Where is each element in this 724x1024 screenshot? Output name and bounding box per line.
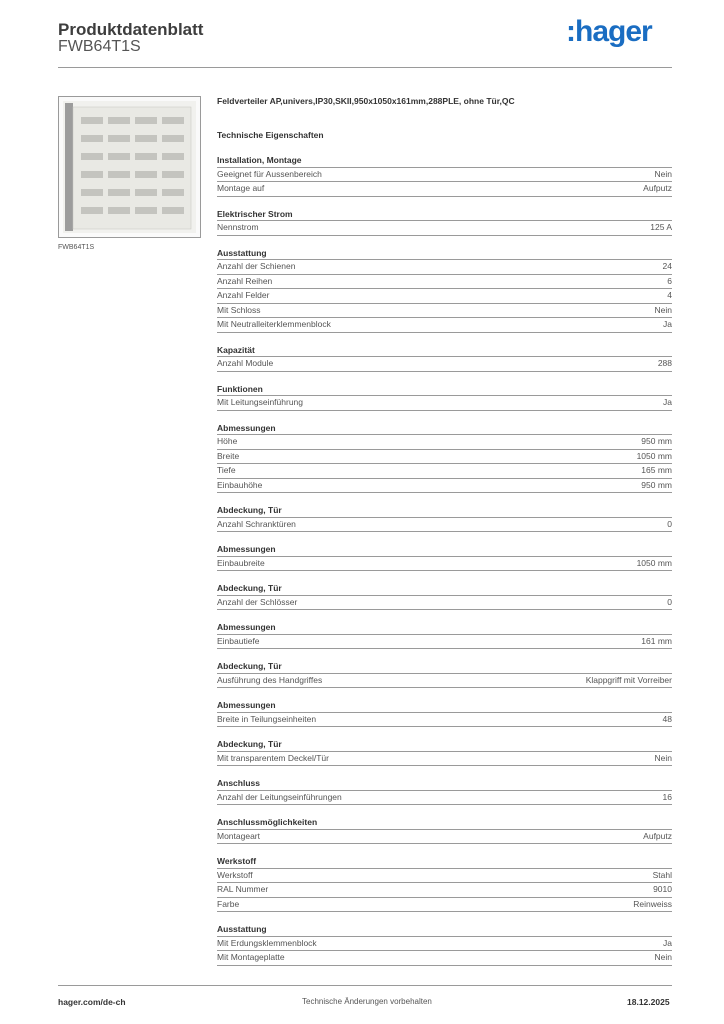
page-title: Produktdatenblatt (58, 20, 204, 39)
section-title: Abdeckung, Tür (217, 659, 672, 674)
header-divider (58, 67, 672, 68)
spec-row (217, 752, 672, 767)
spec-section (217, 153, 672, 197)
spec-label: Geeignet für Aussenbereich (217, 168, 322, 179)
spec-label: Mit Schloss (217, 304, 261, 315)
spec-label: Mit Neutralleiterklemmenblock (217, 319, 331, 329)
spec-label: Anzahl der Schienen (217, 261, 296, 271)
product-image (58, 96, 201, 238)
spec-row (217, 713, 672, 728)
spec-label: Höhe (217, 436, 238, 446)
cover-slot (162, 207, 184, 214)
section-title: Ausstattung (217, 246, 672, 261)
spec-row (217, 883, 672, 898)
cover-slot (135, 135, 157, 142)
spec-value: 16 (662, 791, 672, 802)
spec-label: Mit Leitungseinführung (217, 397, 304, 407)
spec-label: Farbe (217, 898, 240, 909)
spec-section (217, 382, 672, 411)
spec-value: 9010 (653, 884, 672, 894)
spec-value: 1050 mm (636, 450, 672, 461)
spec-label: Montageart (217, 830, 260, 841)
spec-label: Anzahl Module (217, 358, 274, 368)
spec-row (217, 275, 672, 290)
spec-value: Nein (654, 168, 672, 179)
spec-row (217, 289, 672, 304)
cover-slot (81, 207, 103, 214)
spec-section (217, 737, 672, 766)
spec-row (217, 357, 672, 372)
spec-value: Nein (654, 952, 672, 962)
section-title: Elektrischer Strom (217, 207, 672, 222)
section-title: Abdeckung, Tür (217, 503, 672, 518)
spec-value: 125 A (650, 222, 672, 232)
product-description: Feldverteiler AP,univers,IP30,SKII,950x1050x161mm,288PLE, ohne Tür,QC (217, 96, 515, 106)
spec-label: Werkstoff (217, 869, 253, 880)
spec-row (217, 791, 672, 806)
spec-row (217, 304, 672, 319)
cover-slot (81, 171, 103, 178)
spec-value: 1050 mm (636, 557, 672, 568)
cover-slot (81, 153, 103, 160)
spec-section (217, 542, 672, 571)
spec-value: 950 mm (641, 436, 672, 446)
section-title: Abdeckung, Tür (217, 581, 672, 596)
spec-row (217, 830, 672, 845)
spec-table (217, 153, 672, 976)
spec-row (217, 260, 672, 275)
spec-value: 288 (657, 358, 672, 368)
spec-section (217, 246, 672, 333)
spec-value: 4 (667, 290, 672, 300)
spec-section (217, 581, 672, 610)
cover-slot (162, 189, 184, 196)
spec-section (217, 421, 672, 494)
cover-slot (81, 189, 103, 196)
spec-label: Ausführung des Handgriffes (217, 674, 323, 685)
footer-disclaimer: Technische Änderungen vorbehalten (302, 997, 432, 1006)
spec-row (217, 479, 672, 494)
cover-slot (162, 117, 184, 124)
cover-slot (108, 117, 130, 124)
spec-label: Anzahl der Leitungseinführungen (217, 791, 342, 802)
spec-value: Nein (654, 752, 672, 763)
spec-label: Einbaubreite (217, 557, 265, 568)
spec-row (217, 951, 672, 966)
section-title: Abmessungen (217, 421, 672, 436)
spec-label: Anzahl Reihen (217, 275, 273, 286)
spec-label: Montage auf (217, 183, 265, 193)
spec-value: 24 (662, 261, 672, 271)
spec-value: 6 (667, 275, 672, 286)
spec-value: 165 mm (641, 465, 672, 475)
spec-value: 0 (667, 596, 672, 607)
cover-slot (108, 171, 130, 178)
spec-value: 0 (667, 518, 672, 529)
footer-date: 18.12.2025 (627, 997, 670, 1007)
spec-value: Nein (654, 304, 672, 315)
cover-slot (81, 117, 103, 124)
spec-label: Nennstrom (217, 222, 259, 232)
spec-row (217, 937, 672, 952)
spec-value: Ja (663, 937, 672, 948)
spec-value: Ja (663, 319, 672, 329)
spec-section (217, 854, 672, 912)
spec-label: Einbautiefe (217, 635, 260, 646)
spec-value: Aufputz (643, 830, 672, 841)
section-title: Anschluss (217, 776, 672, 791)
spec-row (217, 464, 672, 479)
cover-slot (135, 207, 157, 214)
tech-heading: Technische Eigenschaften (217, 130, 324, 140)
section-title: Abmessungen (217, 620, 672, 635)
spec-section (217, 207, 672, 236)
spec-label: Anzahl Felder (217, 290, 270, 300)
spec-row (217, 182, 672, 197)
spec-value: 161 mm (641, 635, 672, 646)
product-code: FWB64T1S (58, 38, 141, 55)
spec-value: Reinweiss (633, 898, 672, 909)
spec-section (217, 776, 672, 805)
spec-label: Einbauhöhe (217, 479, 263, 490)
footer-divider (58, 985, 672, 986)
cover-slot (108, 153, 130, 160)
hager-logo (566, 15, 652, 49)
section-title: Installation, Montage (217, 153, 672, 168)
spec-value: Ja (663, 397, 672, 407)
spec-section (217, 698, 672, 727)
cover-slot (108, 135, 130, 142)
spec-value: Stahl (652, 869, 672, 880)
spec-label: Tiefe (217, 465, 236, 475)
spec-value: 950 mm (641, 479, 672, 490)
spec-row (217, 596, 672, 611)
image-caption: FWB64T1S (58, 244, 95, 251)
section-title: Werkstoff (217, 854, 672, 869)
spec-row (217, 518, 672, 533)
spec-value: Aufputz (643, 183, 672, 193)
spec-row (217, 635, 672, 650)
spec-section (217, 922, 672, 966)
spec-row (217, 557, 672, 572)
section-title: Abmessungen (217, 542, 672, 557)
spec-label: Anzahl der Schlösser (217, 596, 298, 607)
spec-row (217, 869, 672, 884)
section-title: Abdeckung, Tür (217, 737, 672, 752)
spec-row (217, 396, 672, 411)
spec-label: Breite in Teilungseinheiten (217, 713, 317, 724)
spec-row (217, 221, 672, 236)
section-title: Anschlussmöglichkeiten (217, 815, 672, 830)
spec-section (217, 659, 672, 688)
cover-slot (108, 189, 130, 196)
spec-row (217, 450, 672, 465)
cover-slot (162, 135, 184, 142)
section-title: Kapazität (217, 343, 672, 358)
logo-text: :hager (566, 15, 652, 48)
section-title: Ausstattung (217, 922, 672, 937)
cover-slot (135, 171, 157, 178)
cover-slot (108, 207, 130, 214)
cover-slot (135, 117, 157, 124)
footer-website[interactable]: hager.com/de-ch (58, 997, 126, 1007)
spec-value: Klappgriff mit Vorreiber (585, 674, 672, 685)
cover-slot (135, 189, 157, 196)
cover-slot (162, 153, 184, 160)
section-title: Funktionen (217, 382, 672, 397)
spec-label: Anzahl Schranktüren (217, 518, 296, 529)
spec-label: RAL Nummer (217, 884, 269, 894)
spec-value: 48 (662, 713, 672, 724)
section-title: Abmessungen (217, 698, 672, 713)
spec-row (217, 168, 672, 183)
spec-label: Mit Erdungsklemmenblock (217, 937, 317, 948)
spec-section (217, 503, 672, 532)
spec-label: Mit Montageplatte (217, 952, 285, 962)
spec-label: Breite (217, 450, 240, 461)
spec-section (217, 620, 672, 649)
spec-row (217, 318, 672, 333)
spec-row (217, 898, 672, 913)
spec-label: Mit transparentem Deckel/Tür (217, 752, 329, 763)
cover-slot (162, 171, 184, 178)
spec-section (217, 815, 672, 844)
spec-section (217, 343, 672, 372)
cover-slot (135, 153, 157, 160)
spec-row (217, 435, 672, 450)
cover-slot (81, 135, 103, 142)
spec-row (217, 674, 672, 689)
